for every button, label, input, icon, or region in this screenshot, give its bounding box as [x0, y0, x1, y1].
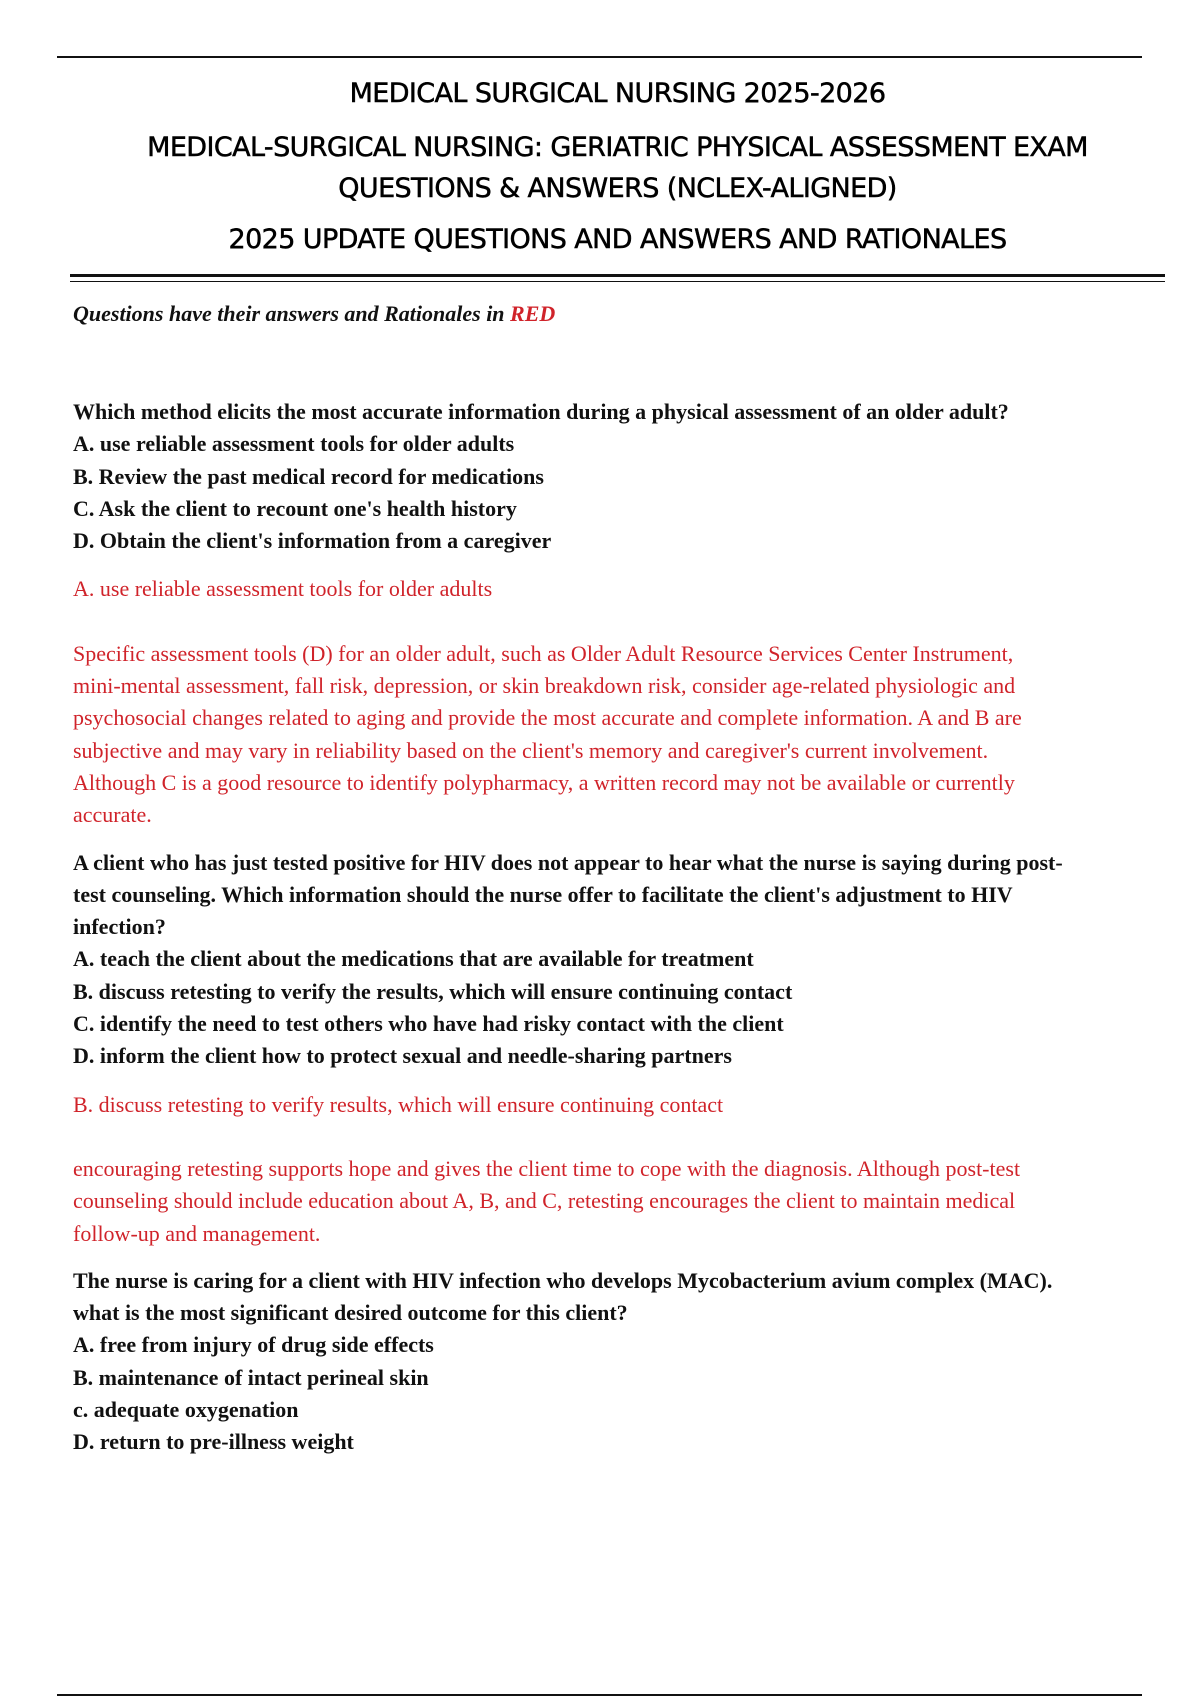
rationale-line: Although C is a good resource to identify polypharmacy, a written record may not be available or currently	[73, 769, 1015, 795]
rationale-line: accurate.	[73, 802, 152, 828]
option-a: A. use reliable assessment tools for older adults	[73, 431, 515, 457]
question-stem: what is the most significant desired outcome for this client?	[73, 1300, 628, 1326]
rationale-line: mini-mental assessment, fall risk, depression, or skin breakdown risk, consider age-related physiologic and	[73, 673, 1016, 699]
intro-text: Questions have their answers and Rationales in	[73, 301, 511, 326]
question-stem: Which method elicits the most accurate information during a physical assessment of an older adult?	[73, 399, 1009, 424]
rationale-line: encouraging retesting supports hope and gives the client time to cope with the diagnosis. Although post-test	[73, 1155, 1021, 1181]
rationale-line: subjective and may vary in reliability based on the client's memory and caregiver's current involvement.	[73, 737, 989, 763]
answer: B. discuss retesting to verify results, which will ensure continuing contact	[73, 1091, 724, 1117]
question-stem: The nurse is caring for a client with HIV infection who develops Mycobacterium avium complex (MAC).	[73, 1267, 1053, 1293]
question-stem: test counseling. Which information should the nurse offer to facilitate the client's adjustment to HIV	[73, 881, 1013, 907]
document-header	[70, 70, 1165, 261]
option-d: D. inform the client how to protect sexual and needle-sharing partners	[73, 1043, 732, 1069]
option-c: C. identify the need to test others who have had risky contact with the client	[73, 1011, 784, 1037]
option-b: B. Review the past medical record for medications	[73, 463, 544, 489]
header-title-line3: 2025 UPDATE QUESTIONS AND ANSWERS AND RATIONALES	[228, 224, 1007, 255]
intro-highlight: RED	[510, 301, 556, 326]
option-a: A. teach the client about the medications that are available for treatment	[73, 946, 754, 972]
option-c: C. Ask the client to recount one's health history	[73, 495, 517, 521]
intro-note	[73, 301, 555, 327]
rationale	[73, 1153, 1168, 1250]
questions-content	[73, 396, 1168, 1459]
answer: A. use reliable assessment tools for older adults	[73, 576, 493, 602]
question-stem: infection?	[73, 914, 166, 940]
question-block-1	[73, 396, 1168, 832]
rationale-line: psychosocial changes related to aging and provide the most accurate and complete information. A and B are	[73, 705, 1022, 731]
header-title-line1: MEDICAL SURGICAL NURSING 2025-2026	[349, 78, 886, 109]
option-a: A. free from injury of drug side effects	[73, 1332, 434, 1358]
option-b: B. discuss retesting to verify the results, which will ensure continuing contact	[73, 978, 793, 1004]
option-d: D. Obtain the client's information from a caregiver	[73, 528, 552, 554]
header-double-rule	[70, 274, 1165, 282]
question-stem: A client who has just tested positive for HIV does not appear to hear what the nurse is saying during post-	[73, 849, 1063, 875]
rationale-line: counseling should include education about A, B, and C, retesting encourages the client to maintain medical	[73, 1188, 1016, 1214]
rationale-line: Specific assessment tools (D) for an older adult, such as Older Adult Resource Services Center Instrument,	[73, 640, 1014, 666]
bottom-rule	[57, 1694, 1142, 1696]
option-c: c. adequate oxygenation	[73, 1397, 299, 1423]
rationale-line: follow-up and management.	[73, 1220, 321, 1246]
top-rule	[57, 56, 1142, 58]
option-d: D. return to pre-illness weight	[73, 1429, 354, 1455]
question-block-2	[73, 847, 1168, 1250]
header-title-line2b: QUESTIONS & ANSWERS (NCLEX-ALIGNED)	[338, 173, 897, 204]
question-block-3	[73, 1265, 1168, 1459]
rationale	[73, 638, 1168, 832]
header-title-line2a: MEDICAL-SURGICAL NURSING: GERIATRIC PHYSICAL ASSESSMENT EXAM	[147, 132, 1088, 163]
option-b: B. maintenance of intact perineal skin	[73, 1364, 429, 1390]
